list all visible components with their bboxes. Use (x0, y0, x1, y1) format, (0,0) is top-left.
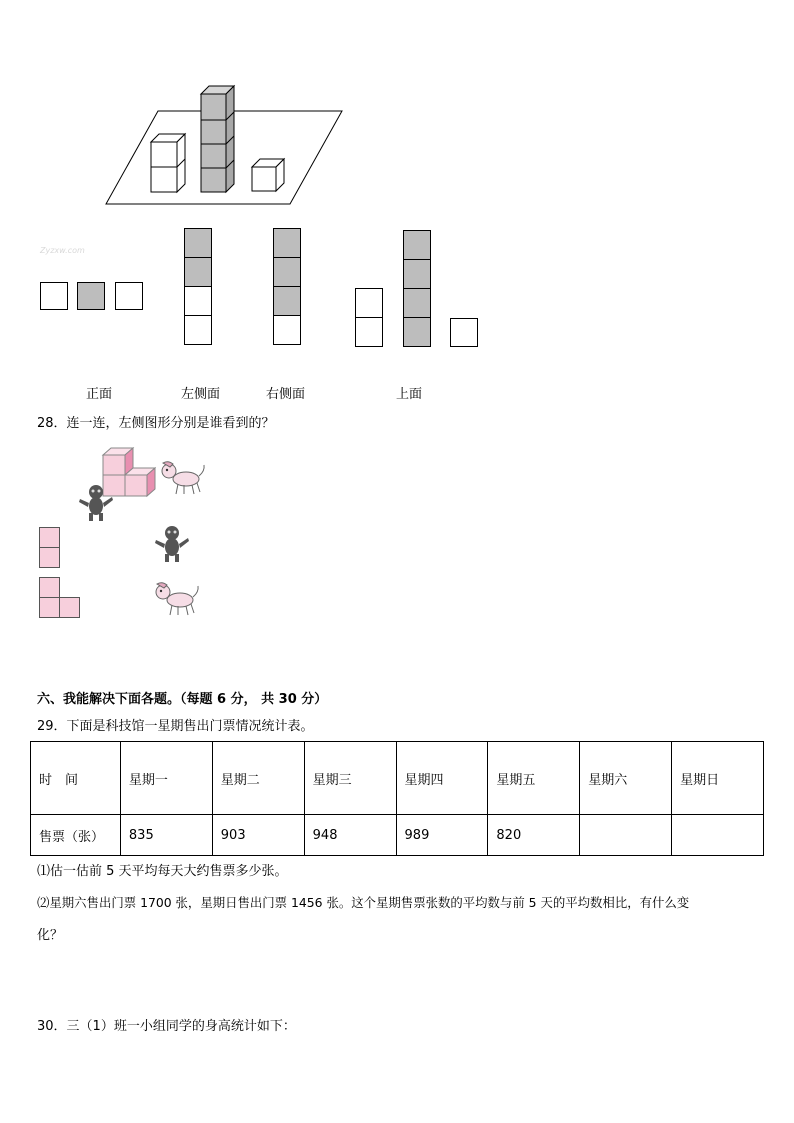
table-cell: 835 (120, 815, 212, 856)
view-square (403, 259, 431, 289)
monkey-icon (152, 524, 192, 564)
view-square (403, 230, 431, 260)
view-square (184, 286, 212, 316)
view-square (40, 282, 68, 310)
dog-icon (152, 580, 202, 618)
table-cell: 售票（张） (31, 815, 121, 856)
pink-square (39, 527, 60, 548)
view-square (273, 315, 301, 345)
table-cell: 948 (304, 815, 396, 856)
q29-sub2-line1: ⑵星期六售出门票 1700 张，星期日售出门票 1456 张。这个星期售票张数的平均数与前 5 天的平均数相比，有什么变 (37, 895, 690, 910)
pink-square (39, 597, 60, 618)
section6-heading: 六、我能解决下面各题。（每题 6 分， 共 30 分） (37, 692, 328, 707)
view-square (273, 286, 301, 316)
q29-sub2-line2: 化？ (37, 928, 64, 943)
view-square (403, 317, 431, 347)
pink-square (39, 547, 60, 568)
ticket-sales-table (30, 741, 764, 856)
table-cell: 903 (212, 815, 304, 856)
label-right: 右侧面 (266, 387, 306, 402)
table-row (31, 815, 764, 856)
view-square (355, 317, 383, 347)
table-cell: 星期六 (580, 742, 672, 815)
q30-prompt: 30．三（1）班一小组同学的身高统计如下： (37, 1019, 296, 1034)
view-square (355, 288, 383, 318)
single-cube (252, 159, 284, 191)
pink-square (59, 597, 80, 618)
table-cell: 星期四 (396, 742, 488, 815)
table-cell[interactable] (672, 815, 764, 856)
pink-square (39, 577, 60, 598)
q29-prompt: 29．下面是科技馆一星期售出门票情况统计表。 (37, 719, 314, 734)
dog-icon (158, 459, 208, 497)
label-front: 正面 (86, 387, 113, 402)
block-arrangement-figure (100, 80, 350, 210)
table-cell: 989 (396, 815, 488, 856)
table-cell: 时 间 (31, 742, 121, 815)
label-left: 左侧面 (181, 387, 221, 402)
q28-prompt: 28．连一连，左侧图形分别是谁看到的？ (37, 416, 275, 431)
table-cell: 星期日 (672, 742, 764, 815)
table-cell: 星期五 (488, 742, 580, 815)
table-cell: 820 (488, 815, 580, 856)
table-cell: 星期一 (120, 742, 212, 815)
left-cube-stack (151, 134, 185, 192)
view-square (184, 315, 212, 345)
view-square (184, 257, 212, 287)
view-square (77, 282, 105, 310)
tall-cube-stack (201, 86, 234, 192)
view-square (115, 282, 143, 310)
view-square (450, 318, 478, 347)
view-square (184, 228, 212, 258)
table-cell[interactable] (580, 815, 672, 856)
view-square (403, 288, 431, 318)
view-square (273, 257, 301, 287)
monkey-icon (76, 483, 116, 523)
table-cell: 星期三 (304, 742, 396, 815)
view-square (273, 228, 301, 258)
table-header-row (31, 742, 764, 815)
table-cell: 星期二 (212, 742, 304, 815)
label-top: 上面 (396, 387, 423, 402)
watermark: Zyzxw.com (40, 246, 85, 255)
q29-sub1: ⑴估一估前 5 天平均每天大约售票多少张。 (37, 864, 288, 879)
